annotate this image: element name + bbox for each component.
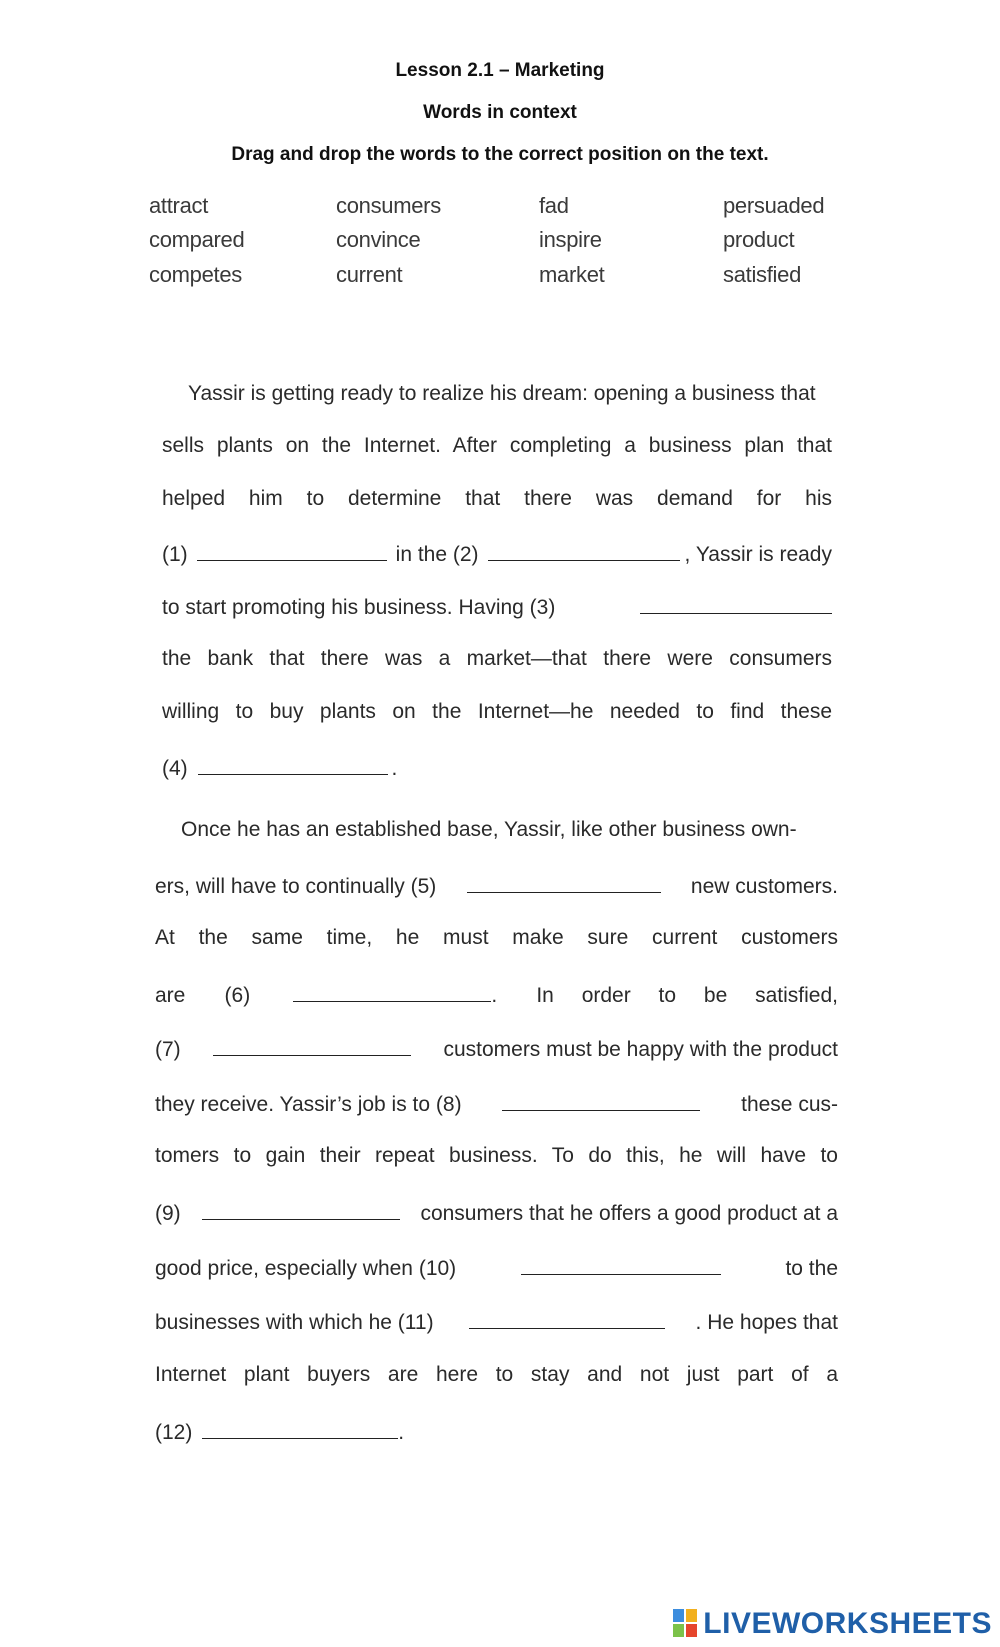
lesson-title: Lesson 2.1 – Marketing bbox=[395, 60, 605, 81]
instruction-text: Drag and drop the words to the correct position on the text. bbox=[231, 144, 769, 165]
word-consumers[interactable]: consumers bbox=[336, 193, 441, 218]
text-line bbox=[155, 981, 838, 1008]
word-compared[interactable]: compared bbox=[149, 227, 245, 252]
word-product[interactable]: product bbox=[723, 227, 795, 252]
blank-10-drop-zone[interactable] bbox=[521, 1254, 721, 1275]
text-line bbox=[162, 540, 832, 567]
text-line: Once he has an established base, Yassir, like other business own- bbox=[181, 818, 797, 841]
text-fragment: are bbox=[155, 984, 186, 1007]
blank-number-1: (1) bbox=[162, 543, 188, 566]
text-fragment: . bbox=[398, 1421, 405, 1444]
text-fragment: to start promoting his business. Having (3) bbox=[162, 596, 556, 619]
text-line: Internet plant buyers are here to stay and not just part of a bbox=[155, 1363, 838, 1386]
logo-icon bbox=[673, 1609, 699, 1639]
word-inspire[interactable]: inspire bbox=[539, 227, 602, 252]
text-line: At the same time, he must make sure current customers bbox=[155, 926, 838, 949]
blank-11-drop-zone[interactable] bbox=[469, 1308, 665, 1329]
text-line: the bank that there was a market—that there were consumers bbox=[162, 647, 832, 670]
blank-6-drop-zone[interactable] bbox=[293, 981, 491, 1002]
text-fragment: customers must be happy with the product bbox=[443, 1038, 838, 1061]
blank-number-4: (4) bbox=[162, 757, 188, 780]
text-fragment: , Yassir is ready bbox=[684, 543, 832, 566]
text-fragment: new customers. bbox=[690, 875, 838, 898]
text-line: Yassir is getting ready to realize his dream: opening a business that bbox=[188, 382, 816, 405]
blank-7-drop-zone[interactable] bbox=[213, 1035, 411, 1056]
blank-5-drop-zone[interactable] bbox=[467, 872, 661, 893]
word-persuaded[interactable]: persuaded bbox=[723, 193, 825, 218]
text-fragment: businesses with which he (11) bbox=[155, 1311, 434, 1334]
word-convince[interactable]: convince bbox=[336, 227, 421, 252]
blank-4-drop-zone[interactable] bbox=[198, 754, 388, 775]
text-line bbox=[155, 1090, 838, 1117]
text-fragment: . bbox=[391, 757, 398, 780]
text-fragment: In order to be satisfied, bbox=[536, 984, 838, 1007]
blank-12-drop-zone[interactable] bbox=[202, 1418, 398, 1439]
text-fragment: these cus- bbox=[741, 1093, 838, 1116]
text-fragment: consumers that he offers a good product at a bbox=[420, 1202, 838, 1225]
text-line bbox=[155, 1418, 404, 1445]
blank-8-drop-zone[interactable] bbox=[502, 1090, 700, 1111]
text-line: tomers to gain their repeat business. To do this, he will have to bbox=[155, 1144, 838, 1167]
text-line: willing to buy plants on the Internet—he needed to find these bbox=[162, 700, 832, 723]
text-line bbox=[155, 1254, 838, 1281]
text-fragment: in the (2) bbox=[395, 543, 479, 566]
text-fragment: they receive. Yassir’s job is to (8) bbox=[155, 1093, 462, 1116]
text-line bbox=[155, 1308, 838, 1335]
text-line: helped him to determine that there was demand for his bbox=[162, 487, 832, 510]
text-line bbox=[155, 1199, 838, 1226]
blank-2-drop-zone[interactable] bbox=[488, 540, 680, 561]
text-fragment: good price, especially when (10) bbox=[155, 1257, 457, 1280]
text-fragment: . He hopes that bbox=[695, 1311, 838, 1334]
blank-number-9: (9) bbox=[155, 1202, 181, 1225]
section-subtitle: Words in context bbox=[423, 102, 577, 123]
blank-number-6: (6) bbox=[224, 984, 251, 1007]
text-fragment: ers, will have to continually (5) bbox=[155, 875, 437, 898]
word-satisfied[interactable]: satisfied bbox=[723, 262, 802, 287]
text-fragment: to the bbox=[785, 1257, 838, 1280]
word-competes[interactable]: competes bbox=[149, 262, 242, 287]
text-fragment: . bbox=[491, 984, 498, 1007]
logo-text: LIVEWORKSHEETS bbox=[703, 1607, 992, 1640]
text-line bbox=[162, 593, 832, 620]
word-market[interactable]: market bbox=[539, 262, 605, 287]
blank-number-12: (12) bbox=[155, 1421, 193, 1444]
word-attract[interactable]: attract bbox=[149, 193, 209, 218]
liveworksheets-logo bbox=[673, 1607, 992, 1641]
blank-3-drop-zone[interactable] bbox=[640, 593, 832, 614]
text-line bbox=[155, 872, 838, 899]
blank-1-drop-zone[interactable] bbox=[197, 540, 387, 561]
word-current[interactable]: current bbox=[336, 262, 403, 287]
blank-number-7: (7) bbox=[155, 1038, 181, 1061]
text-line bbox=[162, 754, 397, 781]
blank-9-drop-zone[interactable] bbox=[202, 1199, 400, 1220]
word-fad[interactable]: fad bbox=[539, 193, 569, 218]
text-line: sells plants on the Internet. After completing a business plan that bbox=[162, 434, 832, 457]
text-line bbox=[155, 1035, 838, 1062]
